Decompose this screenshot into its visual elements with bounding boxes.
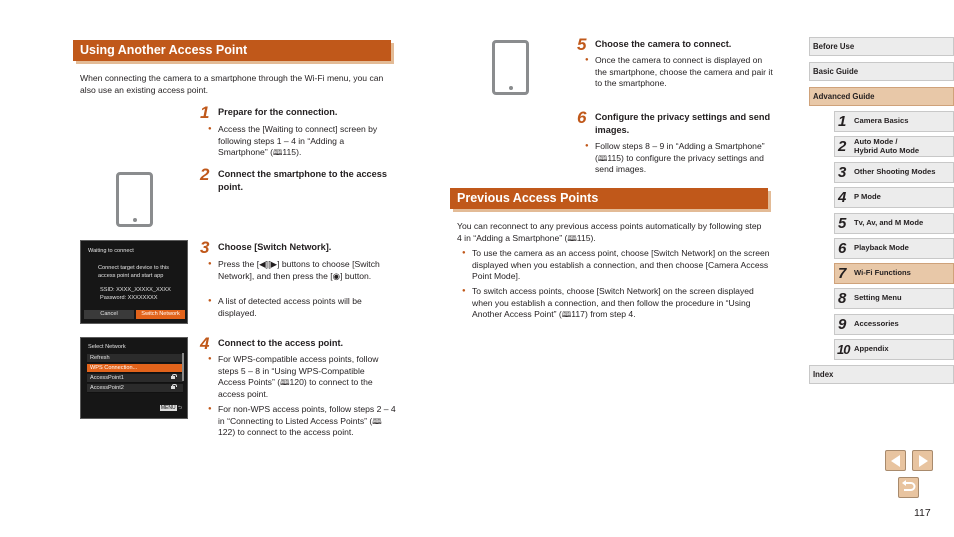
nav-index[interactable]: Index [809,365,954,384]
smartphone-icon [492,40,529,95]
nav-chapter-1[interactable]: 1 Camera Basics [834,111,954,132]
nav-chapter-3[interactable]: 3 Other Shooting Modes [834,162,954,183]
cancel-button[interactable]: Cancel [84,310,134,319]
intro-text: When connecting the camera to a smartphone through the Wi-Fi menu, you can also use an existing access point. [80,73,384,95]
network-item-accesspoint1[interactable]: AccessPoint1 [87,374,183,383]
step-number-4: 4 [200,334,210,353]
book-icon: 🕮 [597,153,608,163]
step-title-3: Choose [Switch Network]. [218,242,332,252]
scrollbar[interactable] [182,353,184,381]
nav-chapter-8[interactable]: 8 Setting Menu [834,288,954,309]
lock-icon [171,386,175,389]
step-4-bullet-2: ● For non-WPS access points, follow steps 2 – 4 in “Connecting to Listed Access Points” (🕮122) to connect to the access point. [208,404,396,439]
switch-network-button[interactable]: Switch Network [136,310,185,319]
book-icon: 🕮 [272,148,283,158]
nav-chapter-10[interactable]: 10 Appendix [834,339,954,360]
step-1-bullet: ● Access the [Waiting to connect] screen by following steps 1 – 4 in “Adding a Smartphone” (🕮115). [208,124,390,159]
step-title-2: Connect the smartphone to the access point. [218,169,387,192]
return-icon [899,478,918,497]
camera-screen-select-network [80,337,188,419]
screen-title: Select Network [88,344,126,350]
previous-ap-bullet-2: ● To switch access points, choose [Switch Network] on the screen displayed when you establish a connection, and then follow the procedure in “Using Another Access Point” (🕮117) from step 4. [462,286,774,321]
section-title-using-another-access-point: Using Another Access Point [73,40,391,61]
book-icon: 🕮 [567,233,577,243]
step-title-4: Connect to the access point. [218,338,344,348]
book-icon: 🕮 [561,310,572,320]
network-item-accesspoint2[interactable]: AccessPoint2 [87,384,183,393]
step-6-bullet: ● Follow steps 8 – 9 in “Adding a Smartphone” (🕮115) to configure the privacy settings and send images. [585,141,765,176]
step-number-6: 6 [577,108,587,127]
back-button[interactable] [898,477,919,498]
nav-chapter-9[interactable]: 9 Accessories [834,314,954,335]
ssid-value: SSID: XXXX_XXXXX_XXXX [100,287,171,293]
step-4-bullet-1: ● For WPS-compatible access points, follow steps 5 – 8 in “Using WPS-Compatible Access Points” (🕮120) to connect to the access point. [208,354,390,400]
book-icon: 🕮 [372,416,382,426]
nav-chapter-2[interactable]: 2 Auto Mode / Hybrid Auto Mode [834,136,954,157]
arrow-left-icon [891,455,900,467]
step-number-5: 5 [577,35,587,54]
nav-basic-guide[interactable]: Basic Guide [809,62,954,81]
nav-advanced-guide[interactable]: Advanced Guide [809,87,954,106]
next-page-button[interactable] [912,450,933,471]
network-item-refresh[interactable]: Refresh [87,354,183,363]
screen-title: Waiting to connect [88,248,134,254]
previous-ap-bullet-1: ● To use the camera as an access point, choose [Switch Network] on the screen displayed when you establish a connection, and then choose [Camera Access Point Mode]. [462,248,774,283]
step-number-2: 2 [200,165,210,184]
nav-before-use[interactable]: Before Use [809,37,954,56]
section-title-previous-access-points: Previous Access Points [450,188,768,209]
nav-chapter-7[interactable]: 7 Wi-Fi Functions [834,263,954,284]
step-title-5: Choose the camera to connect. [595,39,732,49]
previous-page-button[interactable] [885,450,906,471]
arrow-right-icon [919,455,928,467]
nav-chapter-4[interactable]: 4 P Mode [834,187,954,208]
nav-chapter-6[interactable]: 6 Playback Mode [834,238,954,259]
book-icon: 🕮 [280,378,290,388]
smartphone-icon [116,172,153,227]
camera-screen-waiting-to-connect [80,240,188,324]
page-number: 117 [914,507,931,519]
menu-back-icon: MENU ⮌ [160,405,182,411]
network-item-wps[interactable]: WPS Connection... [87,364,183,373]
step-number-1: 1 [200,103,210,122]
screen-text-line1: Connect target device to this [98,265,169,271]
lock-icon [171,376,175,379]
step-title-6: Configure the privacy settings and send images. [595,112,771,135]
previous-access-points-intro: You can reconnect to any previous access points automatically by following step 4 in “Adding a Smartphone” (🕮115). [457,221,762,243]
password-value: Password: XXXXXXXX [100,295,158,301]
nav-chapter-5[interactable]: 5 Tv, Av, and M Mode [834,213,954,234]
screen-text-line2: access point and start app [98,273,164,279]
step-3-bullet-2: ● A list of detected access points will be displayed. [208,296,390,319]
step-title-1: Prepare for the connection. [218,107,338,117]
step-3-bullet-1: ● Press the [◀][▶] buttons to choose [Switch Network], and then press the [◉] button. [208,259,396,282]
step-5-bullet: ● Once the camera to connect is displayed on the smartphone, choose the camera and pair it to the smartphone. [585,55,773,90]
step-number-3: 3 [200,238,210,257]
